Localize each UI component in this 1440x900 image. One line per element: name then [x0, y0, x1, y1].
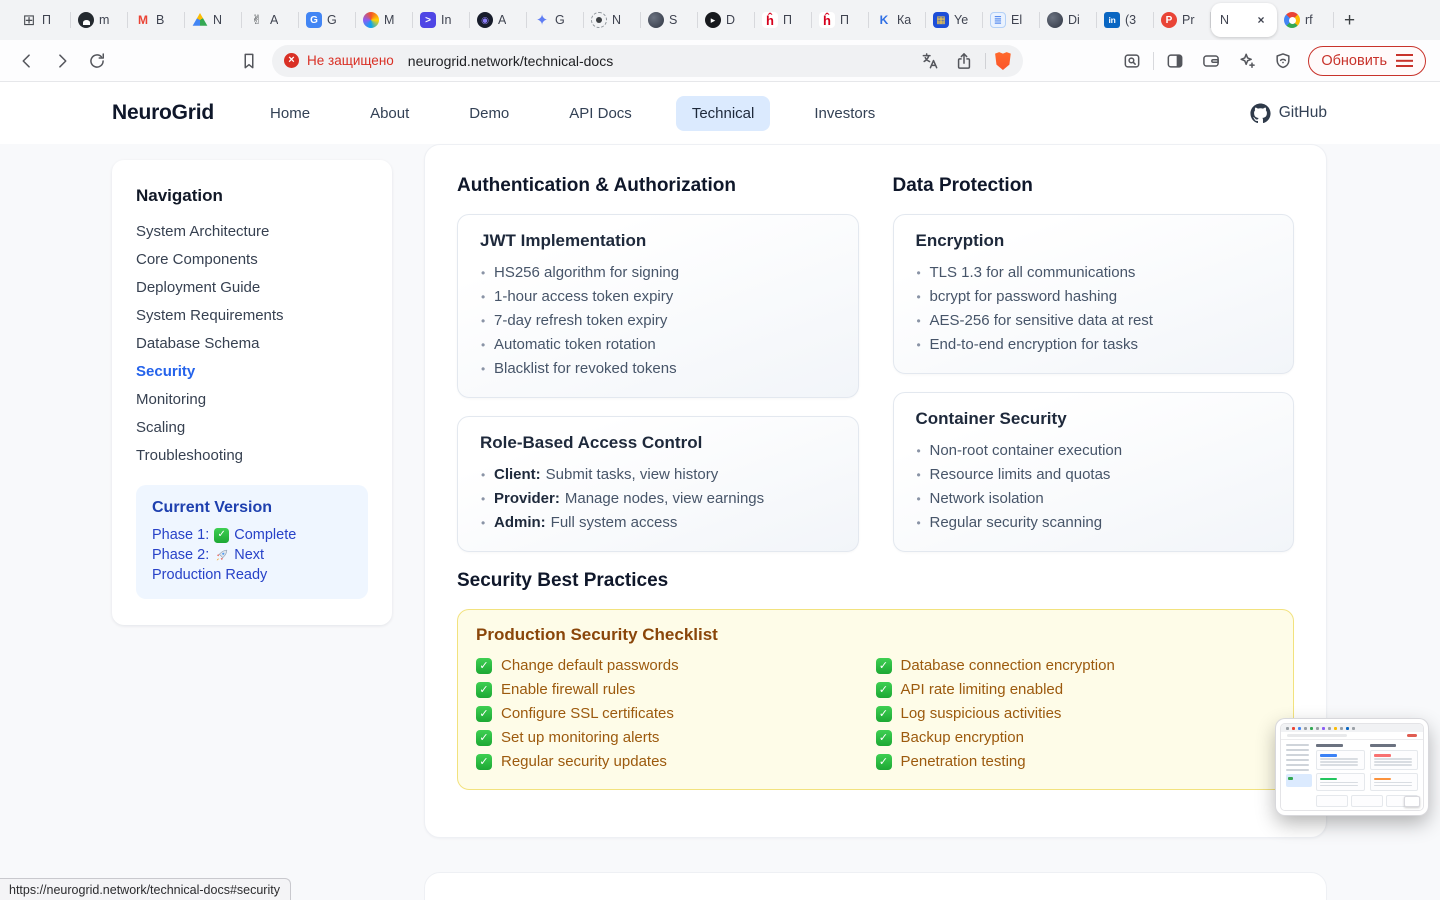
page-content	[0, 144, 1440, 900]
browser-toolbar	[0, 40, 1440, 82]
browser-tab[interactable]	[413, 3, 470, 37]
browser-tab[interactable]	[641, 3, 698, 37]
browser-tab[interactable]	[14, 3, 71, 37]
link-preview-statusbar: https://neurogrid.network/technical-docs#security	[0, 878, 291, 900]
rocket-icon	[214, 548, 229, 563]
checklist-item: ✓ Enable firewall rules	[476, 678, 876, 702]
browser-tab[interactable]	[299, 3, 356, 37]
check-icon	[876, 730, 892, 746]
checklist-item: ✓ Backup encryption	[876, 726, 1276, 750]
nav-link[interactable]: Technical	[676, 96, 771, 131]
hh-icon	[819, 12, 835, 28]
current-version-box	[136, 485, 368, 599]
sidebar-link[interactable]: Monitoring	[136, 391, 207, 408]
dark-globe-icon	[648, 12, 664, 28]
browser-tab[interactable]	[128, 3, 185, 37]
back-button[interactable]	[14, 48, 40, 74]
tab-title: Pr	[1182, 13, 1195, 27]
leo-ai-icon[interactable]	[1234, 48, 1260, 74]
google-drive-icon	[192, 12, 208, 28]
dark-eye-icon	[477, 12, 493, 28]
tab-title: Di	[1068, 13, 1080, 27]
tab-title: S	[669, 13, 678, 27]
site-header	[0, 82, 1440, 144]
check-icon	[214, 528, 229, 543]
browser-tab[interactable]	[1097, 3, 1154, 37]
card-jwt-implementation	[457, 214, 859, 398]
github-link[interactable]: GitHub	[1250, 103, 1327, 124]
thumbnail-recursive-preview	[1404, 796, 1420, 807]
checklist-item: ✓ Set up monitoring alerts	[476, 726, 876, 750]
tab-title: N	[612, 13, 622, 27]
card-role-based-access-control	[457, 416, 859, 552]
google-translate-icon	[306, 12, 322, 28]
version-lines	[152, 525, 352, 585]
tab-list	[14, 0, 1334, 40]
thumbnail-table	[1316, 773, 1365, 791]
bullet-item: • Automatic token rotation	[480, 333, 836, 357]
bullet-item: • AES-256 for sensitive data at rest	[916, 309, 1272, 333]
bullet-item: • 7-day refresh token expiry	[480, 309, 836, 333]
tab-title: П	[783, 13, 792, 27]
data-protection-section	[893, 175, 1295, 570]
nav-link[interactable]: About	[370, 104, 410, 122]
wallet-icon[interactable]	[1198, 48, 1224, 74]
indigo-app-icon	[420, 12, 436, 28]
address-bar[interactable]	[272, 45, 1023, 77]
card-title: Role-Based Access Control	[480, 433, 703, 452]
version-line: Production Ready	[152, 567, 268, 583]
tab-title: (3	[1125, 13, 1137, 27]
bullet-item: • End-to-end encryption for tasks	[916, 333, 1272, 357]
tab-title: П	[42, 13, 51, 27]
section-heading: Authentication & Authorization	[457, 175, 736, 196]
not-secure-icon	[284, 53, 299, 68]
browser-tab[interactable]	[527, 3, 584, 37]
tab-title: Ка	[897, 13, 912, 27]
sidebar-nav	[136, 224, 368, 463]
auth-section	[457, 175, 859, 570]
check-icon	[476, 754, 492, 770]
browser-tab[interactable]	[983, 3, 1040, 37]
tab-title: G	[327, 13, 337, 27]
sidebar-link[interactable]: Core Components	[136, 251, 258, 268]
tab-title: D	[726, 13, 736, 27]
bullet-item: • Admin: Full system access	[480, 511, 836, 535]
check-icon	[476, 682, 492, 698]
browser-tab[interactable]	[1211, 3, 1277, 37]
tab-title: G	[555, 13, 565, 27]
check-icon	[876, 706, 892, 722]
tab-groups-icon	[21, 12, 37, 28]
browser-tab[interactable]	[755, 3, 812, 37]
checklist-title: Production Security Checklist	[476, 625, 718, 644]
version-box-title: Current Version	[152, 499, 273, 516]
blue-k-icon	[876, 12, 892, 28]
card-container-security	[893, 392, 1295, 552]
checklist-item: ✓ Configure SSL certificates	[476, 702, 876, 726]
sidebar-link[interactable]: Deployment Guide	[136, 279, 261, 296]
bullet-item: • TLS 1.3 for all communications	[916, 261, 1272, 285]
card-encryption	[893, 214, 1295, 374]
browser-tab[interactable]	[926, 3, 983, 37]
check-icon	[476, 730, 492, 746]
sidebar-link[interactable]: Database Schema	[136, 335, 260, 352]
gemini-icon	[534, 12, 550, 28]
best-practices-heading: Security Best Practices	[457, 570, 669, 591]
dashed-globe-icon	[591, 12, 607, 28]
card-title: Encryption	[915, 231, 1005, 250]
main-panel	[424, 144, 1327, 838]
browser-tab[interactable]	[584, 3, 641, 37]
version-line: Phase 1: ✓ Complete	[152, 525, 352, 545]
forward-button[interactable]	[49, 48, 75, 74]
dark-globe-icon	[1047, 12, 1063, 28]
tab-strip	[0, 0, 1440, 40]
tab-title: B	[156, 13, 165, 27]
gmail-icon	[135, 12, 151, 28]
nav-link[interactable]: Demo	[469, 104, 510, 122]
bullet-item: • Client: Submit tasks, view history	[480, 463, 836, 487]
sidebar-title: Navigation	[136, 186, 223, 205]
sidebar	[112, 160, 392, 625]
browser-tab[interactable]	[185, 3, 242, 37]
menu-icon	[1396, 54, 1413, 67]
bullet-item: • 1-hour access token expiry	[480, 285, 836, 309]
p-red-icon	[1161, 12, 1177, 28]
production-security-checklist	[457, 609, 1294, 790]
checklist-left-column	[476, 654, 876, 774]
checklist-item: ✓ Log suspicious activities	[876, 702, 1276, 726]
sidebar-link[interactable]: System Architecture	[136, 223, 270, 240]
thumbnail-tabstrip	[1281, 724, 1423, 732]
bullet-item: • Blacklist for revoked tokens	[480, 357, 836, 381]
sidebar-link[interactable]: Scaling	[136, 419, 186, 436]
reload-button[interactable]	[84, 48, 110, 74]
tab-title: M	[384, 13, 395, 27]
thumbnail-addressbar	[1281, 732, 1423, 740]
hh-icon	[762, 12, 778, 28]
tab-title: rf	[1305, 13, 1313, 27]
browser-tab[interactable]	[356, 3, 413, 37]
close-tab-icon[interactable]	[1254, 13, 1268, 27]
card-title: Container Security	[915, 409, 1067, 428]
bullet-item: • bcrypt for password hashing	[916, 285, 1272, 309]
thumbnail-table	[1316, 750, 1365, 771]
linkedin-icon	[1104, 12, 1120, 28]
section-heading: Data Protection	[892, 175, 1033, 196]
bullet-item: • Network isolation	[916, 487, 1272, 511]
thumbnail-table	[1370, 773, 1419, 791]
security-warning[interactable]: Не защищено	[307, 53, 394, 68]
check-icon	[876, 658, 892, 674]
google-icon	[1284, 12, 1300, 28]
tab-title: П	[840, 13, 849, 27]
browser-tab[interactable]	[1277, 3, 1334, 37]
tab-title: m	[99, 13, 110, 27]
copilot-icon	[363, 12, 379, 28]
browser-tab[interactable]	[1154, 3, 1211, 37]
check-icon	[476, 706, 492, 722]
tab-title: El	[1011, 13, 1023, 27]
brave-shields-icon[interactable]	[994, 51, 1011, 70]
tab-title: A	[498, 13, 507, 27]
new-tab-button[interactable]: +	[1344, 9, 1356, 31]
github-icon	[78, 12, 94, 28]
sidebar-link[interactable]: Troubleshooting	[136, 447, 244, 464]
version-line: Phase 2: Next	[152, 547, 265, 563]
site-logo[interactable]: NeuroGrid	[112, 101, 215, 124]
sidebar-link[interactable]: System Requirements	[136, 307, 284, 324]
checklist-item: ✓ API rate limiting enabled	[876, 678, 1276, 702]
update-browser-button[interactable]: Обновить	[1308, 46, 1426, 76]
bullet-item: • Resource limits and quotas	[916, 463, 1272, 487]
tab-title: Ye	[954, 13, 969, 27]
tab-title: In	[441, 13, 452, 27]
share-icon[interactable]	[951, 48, 977, 74]
browser-tab[interactable]	[242, 3, 299, 37]
bullet-item: • Provider: Manage nodes, view earnings	[480, 487, 836, 511]
translate-icon[interactable]	[917, 48, 943, 74]
tab-title: N	[213, 13, 223, 27]
dark-disc-icon	[705, 12, 721, 28]
vpn-shield-icon[interactable]	[1270, 48, 1296, 74]
main-nav	[254, 96, 891, 131]
checklist-item: ✓ Database connection encryption	[876, 654, 1276, 678]
browser-tab[interactable]	[698, 3, 755, 37]
nav-link[interactable]: Investors	[814, 104, 876, 122]
card-title: JWT Implementation	[480, 231, 647, 250]
tab-title: A	[270, 13, 279, 27]
sidebar-link[interactable]: Security	[136, 363, 196, 380]
checklist-item: ✓ Penetration testing	[876, 750, 1276, 774]
nav-link[interactable]: Home	[270, 104, 311, 122]
github-icon	[1250, 103, 1271, 124]
checklist-item: ✓ Change default passwords	[476, 654, 876, 678]
checklist-item: ✓ Regular security updates	[476, 750, 876, 774]
victory-hand-icon	[249, 12, 265, 28]
doc-icon	[990, 12, 1006, 28]
bullet-item: • HS256 algorithm for signing	[480, 261, 836, 285]
nav-link[interactable]: API Docs	[569, 104, 632, 122]
check-icon	[876, 682, 892, 698]
sidebar-toggle-icon[interactable]	[1162, 48, 1188, 74]
check-icon	[476, 658, 492, 674]
screenshot-preview-thumbnail[interactable]	[1276, 719, 1428, 815]
url-text[interactable]: neurogrid.network/technical-docs	[407, 52, 614, 69]
browser-tab[interactable]	[71, 3, 128, 37]
browser-tab[interactable]	[470, 3, 527, 37]
browser-tab[interactable]	[812, 3, 869, 37]
bookmark-icon[interactable]	[236, 48, 262, 74]
checklist-right-column	[876, 654, 1276, 774]
bullet-item: • Non-root container execution	[916, 439, 1272, 463]
check-icon	[876, 754, 892, 770]
search-tabs-icon[interactable]	[1119, 48, 1145, 74]
thumbnail-sidebar	[1286, 744, 1312, 807]
tab-title: N	[1220, 13, 1230, 27]
browser-tab[interactable]	[869, 3, 926, 37]
yandex-grid-icon	[933, 12, 949, 28]
bullet-item: • Regular security scanning	[916, 511, 1272, 535]
next-section-panel	[424, 872, 1327, 900]
browser-tab[interactable]	[1040, 3, 1097, 37]
thumbnail-table	[1370, 750, 1419, 771]
